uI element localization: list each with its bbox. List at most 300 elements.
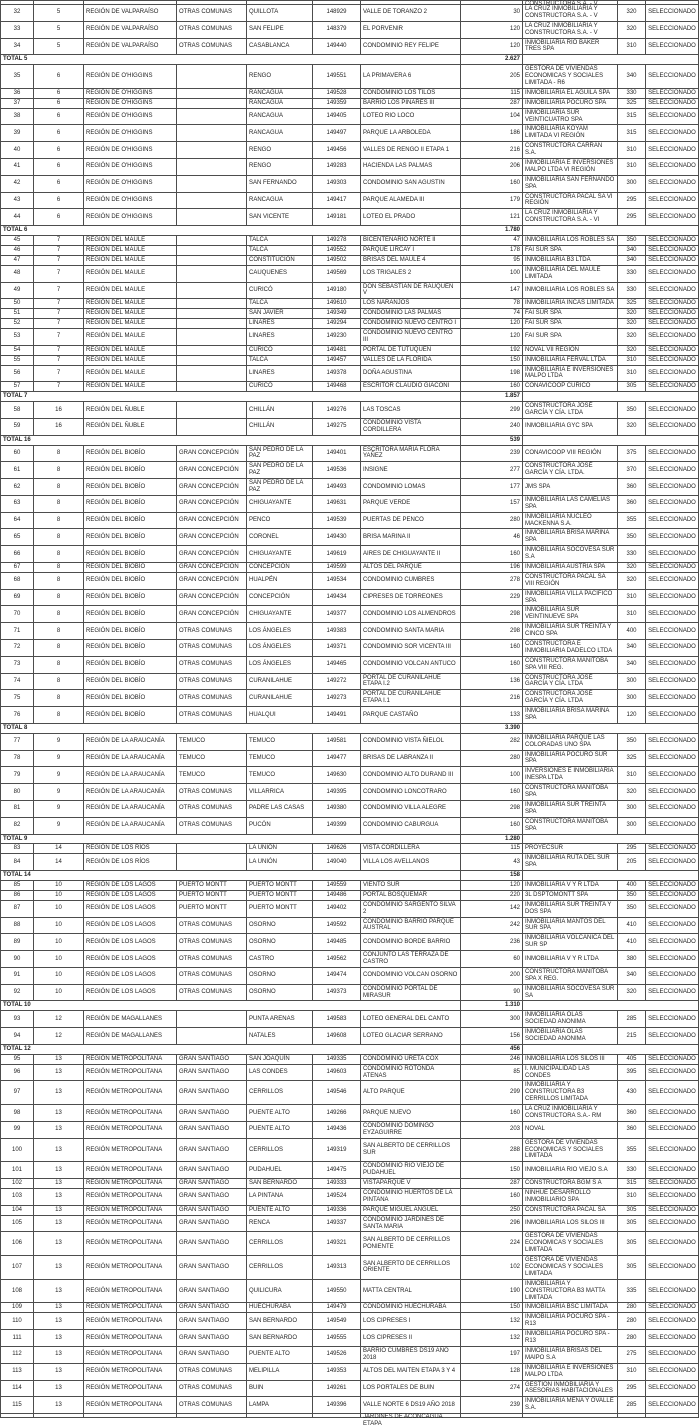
cell-text: 149402: [326, 905, 347, 912]
cell-text: GRAN SANTIAGO: [179, 1220, 230, 1227]
table-row: [1, 98, 699, 108]
cell-company: [523, 236, 618, 246]
total-empty-cell: [523, 1044, 699, 1054]
cell-text: INMOBILIARIA NUCLEO MACKENNA S.A.: [525, 513, 592, 527]
cell-company: [523, 1313, 618, 1330]
cell-region-code: [34, 606, 84, 623]
cell-zone: [177, 1205, 247, 1215]
cell-text: 84: [13, 858, 21, 865]
cell-text: REGIÓN DEL BIOBÍO: [86, 711, 146, 718]
table-row: [1, 245, 699, 255]
cell-text: 149395: [326, 788, 347, 795]
cell-text: TALCA: [249, 300, 268, 307]
cell-text: PARQUE MIGUEL ANGUEL: [363, 1206, 439, 1213]
cell-units: [461, 1256, 523, 1280]
cell-row-number: [1, 817, 34, 834]
cell-units: [461, 382, 523, 392]
cell-text: 13: [55, 1334, 62, 1341]
cell-project-code: [313, 142, 361, 159]
cell-project-code: [313, 328, 361, 345]
cell-text: CONDOMINIO SARGENTO SILVA 2: [363, 901, 456, 915]
cell-units: [461, 1081, 523, 1105]
cell-status: [646, 563, 699, 573]
cell-text: 7: [56, 369, 61, 376]
cell-text: GRAN SANTIAGO: [179, 1089, 230, 1096]
cell-text: 104: [11, 1206, 22, 1213]
cell-status: [646, 546, 699, 563]
cell-amount: [618, 319, 646, 329]
cell-text: REGIÓN DE O'HIGGINS: [86, 146, 153, 153]
cell-zone: [177, 175, 247, 192]
cell-text: 37: [13, 99, 21, 106]
total-empty-cell: [523, 392, 699, 402]
cell-project-name: [361, 1105, 461, 1122]
cell-text: PUERTO MONTT: [249, 905, 297, 912]
cell-text: 288: [509, 1146, 520, 1153]
cell-text: REGIÓN DE O'HIGGINS: [86, 89, 153, 96]
cell-text: 7: [56, 237, 61, 244]
cell-zone: [177, 750, 247, 767]
cell-text: 160: [509, 550, 520, 557]
cell-text: SELECCIONADO: [648, 333, 696, 340]
cell-text: NOVAL VII REGIÓN: [525, 346, 580, 353]
total-label: TOTAL 16: [1, 435, 461, 445]
table-row: [1, 1346, 699, 1363]
cell-region-code: [34, 175, 84, 192]
cell-project-name: [361, 265, 461, 282]
cell-zone: [177, 589, 247, 606]
cell-text: NATALES: [249, 1032, 276, 1039]
cell-text: SELECCIONADO: [648, 73, 696, 80]
cell-region-name: [84, 5, 177, 22]
cell-region-code: [34, 1256, 84, 1280]
cell-row-number: [1, 319, 34, 329]
cell-text: GRAN SANTIAGO: [179, 1193, 230, 1200]
cell-text: CASABLANCA: [249, 43, 290, 49]
cell-text: 250: [509, 1206, 520, 1213]
cell-text: 149485: [326, 938, 347, 945]
cell-text: 149378: [326, 369, 347, 376]
cell-units: [461, 245, 523, 255]
cell-project-code: [313, 1011, 361, 1028]
cell-status: [646, 142, 699, 159]
cell-text: CONSTRUCTORA MANITOBA SPA: [525, 785, 608, 799]
cell-region-code: [34, 418, 84, 435]
cell-region-code: [34, 967, 84, 984]
cell-text: 287: [509, 1180, 520, 1187]
cell-text: 91: [13, 972, 21, 979]
cell-project-code: [313, 1179, 361, 1189]
cell-text: 295: [626, 197, 637, 204]
cell-text: ALTOS DEL PARQUE: [363, 564, 422, 570]
table-row: [1, 767, 699, 784]
cell-zone: [177, 418, 247, 435]
cell-project-code: [313, 1081, 361, 1105]
cell-project-code: [313, 125, 361, 142]
cell-status: [646, 98, 699, 108]
cell-text: 149528: [326, 89, 347, 96]
cell-text: GRAN SANTIAGO: [179, 1304, 230, 1311]
cell-region-name: [84, 88, 177, 98]
cell-row-number: [1, 690, 34, 707]
cell-units: [461, 1363, 523, 1380]
cell-project-code: [313, 418, 361, 435]
cell-text: REGIÓN METROPOLITANA: [86, 1368, 163, 1375]
cell-text: 61: [13, 466, 21, 473]
cell-zone: [177, 1256, 247, 1280]
cell-company: [523, 900, 618, 917]
cell-text: 160: [509, 180, 520, 187]
cell-text: SELECCIONADO: [648, 300, 696, 307]
cell-region-code: [34, 445, 84, 462]
cell-company: [523, 1346, 618, 1363]
cell-units: [461, 984, 523, 1001]
cell-commune: [247, 1138, 313, 1162]
cell-text: CONAVICOOP VIII REGIÓN: [525, 449, 602, 456]
cell-zone: [177, 236, 247, 246]
total-row: [1, 226, 699, 236]
cell-text: CHILLÁN: [249, 423, 275, 430]
cell-text: GESTORA DE VIVIENDAS ECONOMICAS Y SOCIALES LIMITADA: [525, 1233, 604, 1254]
cell-region-code: [34, 1303, 84, 1313]
cell-text: VIENTO SUR: [363, 881, 400, 888]
total-units-value: 3.390: [461, 723, 523, 733]
cell-text: 12: [55, 1032, 62, 1039]
cell-zone: [177, 529, 247, 546]
cell-project-code: [313, 854, 361, 871]
cell-text: PARQUE CASTAÑO: [363, 711, 419, 718]
cell-project-name: [361, 479, 461, 496]
cell-zone: [177, 673, 247, 690]
cell-text: 149434: [326, 594, 347, 601]
cell-text: 75: [13, 694, 21, 701]
cell-text: CIPRESES DE TORREONES: [363, 594, 443, 601]
cell-text: 350: [626, 905, 637, 912]
cell-text: LA CRUZ INMOBILIARIA Y CONSTRUCTORA S.A. - VI: [525, 210, 600, 224]
cell-text: CONSTRUCTORA JOSÉ GARCÍA Y CÍA. LTDA: [525, 403, 593, 416]
cell-row-number: [1, 1054, 34, 1064]
cell-project-code: [313, 1215, 361, 1232]
cell-zone: [177, 479, 247, 496]
cell-text: REGIÓN DEL BIOBÍO: [86, 644, 146, 651]
total-row: [1, 834, 699, 844]
cell-text: 282: [509, 738, 520, 745]
cell-project-code: [313, 108, 361, 125]
cell-units: [461, 890, 523, 900]
cell-text: 120: [509, 26, 520, 33]
cell-region-name: [84, 529, 177, 546]
cell-commune: [247, 854, 313, 871]
cell-text: 147: [509, 286, 520, 293]
cell-units: [461, 1380, 523, 1397]
cell-text: 102: [509, 1264, 520, 1271]
cell-amount: [618, 355, 646, 365]
cell-company: [523, 1028, 618, 1045]
cell-text: SELECCIONADO: [648, 1368, 696, 1375]
cell-text: 315: [626, 129, 637, 136]
cell-company: [523, 125, 618, 142]
cell-project-name: [361, 589, 461, 606]
cell-text: SELECCIONADO: [648, 1206, 696, 1213]
cell-project-code: [313, 21, 361, 38]
cell-text: REGIÓN DE VALPARAÍSO: [86, 9, 159, 16]
table-row: [1, 563, 699, 573]
cell-text: 405: [626, 1055, 637, 1062]
cell-amount: [618, 546, 646, 563]
cell-text: 6: [56, 146, 61, 153]
cell-text: 300: [626, 180, 637, 187]
cell-text: 13: [55, 1146, 62, 1153]
table-row: [1, 299, 699, 309]
cell-text: SELECCIONADO: [648, 678, 696, 685]
cell-text: REGIÓN DE LOS LAGOS: [86, 938, 156, 945]
cell-text: VALLES DE LA FLORIDA: [363, 356, 432, 363]
cell-row-number: [1, 984, 34, 1001]
cell-project-name: [361, 673, 461, 690]
cell-text: CONDOMINIO LOS ALMENDROS: [363, 610, 456, 617]
cell-amount: [618, 445, 646, 462]
cell-commune: [247, 319, 313, 329]
cell-text: GRAN SANTIAGO: [179, 1146, 230, 1153]
cell-company: [523, 880, 618, 890]
table-row: [1, 345, 699, 355]
cell-commune: [247, 159, 313, 176]
cell-region-code: [34, 245, 84, 255]
cell-project-name: [361, 309, 461, 319]
cell-project-code: [313, 402, 361, 419]
cell-text: 7: [56, 246, 61, 253]
cell-text: [525, 1414, 615, 1417]
cell-zone: [177, 1215, 247, 1232]
cell-text: SELECCIONADO: [648, 1126, 696, 1133]
cell-region-code: [34, 529, 84, 546]
cell-text: 46: [513, 533, 520, 540]
cell-region-name: [84, 1121, 177, 1138]
table-row: [1, 1232, 699, 1256]
cell-text: INMOBILIARIA FERVAL LTDA: [525, 356, 606, 363]
cell-text: REGIÓN DEL BIOBÍO: [86, 564, 146, 570]
cell-text: 160: [509, 1109, 520, 1116]
cell-text: PUERTO MONTT: [179, 891, 227, 898]
cell-text: 7: [56, 310, 61, 317]
cell-text: REGIÓN DE LOS RÍOS: [86, 845, 150, 852]
cell-text: 7: [56, 256, 61, 263]
cell-text: 41: [13, 163, 21, 170]
cell-text: REGIÓN DE MAGALLANES: [86, 1032, 163, 1039]
cell-region-code: [34, 38, 84, 55]
cell-project-code: [313, 1313, 361, 1330]
total-label: TOTAL 9: [1, 834, 461, 844]
cell-project-name: [361, 951, 461, 968]
cell-text: 13: [55, 1287, 62, 1294]
cell-units: [461, 1011, 523, 1028]
cell-region-code: [34, 563, 84, 573]
cell-text: REGIÓN DEL BIOBÍO: [86, 517, 146, 524]
cell-company: [523, 142, 618, 159]
cell-row-number: [1, 479, 34, 496]
cell-text: 295: [626, 213, 637, 220]
cell-text: OTRAS COMUNAS: [179, 805, 233, 812]
cell-zone: [177, 1279, 247, 1303]
cell-units: [461, 673, 523, 690]
cell-row-number: [1, 1232, 34, 1256]
cell-commune: [247, 967, 313, 984]
cell-text: REGIÓN METROPOLITANA: [86, 1166, 163, 1173]
cell-project-code: [313, 236, 361, 246]
cell-text: PARQUE VERDE: [363, 500, 411, 507]
cell-row-number: [1, 640, 34, 657]
cell-project-name: [361, 900, 461, 917]
cell-project-code: [313, 1279, 361, 1303]
cell-region-code: [34, 1054, 84, 1064]
cell-project-code: [313, 623, 361, 640]
cell-commune: [247, 88, 313, 98]
cell-text: REGIÓN METROPOLITANA: [86, 1055, 163, 1062]
cell-text: 300: [626, 805, 637, 812]
cell-amount: [618, 784, 646, 801]
cell-region-name: [84, 817, 177, 834]
cell-text: 203: [509, 1126, 520, 1133]
cell-project-code: [313, 265, 361, 282]
cell-status: [646, 255, 699, 265]
cell-project-code: [313, 572, 361, 589]
cell-text: PORTAL DE TUTUQUEN: [363, 346, 432, 353]
cell-units: [461, 1215, 523, 1232]
cell-text: 39: [13, 129, 21, 136]
cell-text: GRAN CONCEPCIÓN: [179, 577, 239, 584]
cell-text: GRAN CONCEPCIÓN: [179, 610, 239, 617]
cell-text: CHIGUAYANTE: [249, 500, 292, 507]
cell-project-name: [361, 784, 461, 801]
cell-project-code: [313, 98, 361, 108]
cell-text: SAN FERNANDO: [249, 180, 297, 187]
total-empty-cell: [523, 226, 699, 236]
cell-text: 300: [509, 1015, 520, 1022]
cell-text: 325: [626, 300, 637, 307]
cell-text: 150: [509, 1304, 520, 1311]
cell-text: SELECCIONADO: [648, 627, 696, 634]
cell-status: [646, 673, 699, 690]
table-row: [1, 1081, 699, 1105]
cell-text: 133: [509, 711, 520, 718]
cell-text: 149626: [326, 845, 347, 852]
cell-text: CONSTRUCTORA E INMOBILIARIA DADELCO LTDA: [525, 641, 613, 654]
cell-status: [646, 900, 699, 917]
cell-project-code: [313, 88, 361, 98]
table-row: [1, 1380, 699, 1397]
cell-text: 325: [626, 99, 637, 106]
cell-text: CONDOMINIO BORDE BARRIO: [363, 938, 451, 945]
cell-project-name: [361, 1205, 461, 1215]
cell-text: 149599: [326, 564, 347, 570]
cell-text: SELECCIONADO: [648, 610, 696, 617]
cell-text: 149493: [326, 483, 347, 490]
cell-region-code: [34, 1064, 84, 1081]
cell-company: [523, 917, 618, 934]
table-row: [1, 382, 699, 392]
cell-text: 149551: [326, 73, 347, 80]
cell-amount: [618, 934, 646, 951]
cell-row-number: [1, 345, 34, 355]
cell-status: [646, 1232, 699, 1256]
cell-text: 7: [56, 320, 61, 327]
cell-text: 149475: [326, 1166, 347, 1173]
cell-region-code: [34, 1138, 84, 1162]
cell-row-number: [1, 1138, 34, 1162]
cell-company: [523, 1011, 618, 1028]
cell-text: 236: [509, 938, 520, 945]
table-row: [1, 255, 699, 265]
cell-status: [646, 1363, 699, 1380]
cell-text: INMOBILIARIA AUSTRIA SPA: [525, 564, 606, 570]
cell-project-name: [361, 1414, 461, 1427]
cell-text: OTRAS COMUNAS: [179, 694, 233, 701]
cell-commune: [247, 142, 313, 159]
cell-region-name: [84, 1179, 177, 1189]
cell-commune: [247, 512, 313, 529]
cell-company: [523, 1189, 618, 1206]
cell-text: SELECCIONADO: [648, 1220, 696, 1227]
cell-region-name: [84, 1011, 177, 1028]
cell-text: REGIÓN DEL BIOBÍO: [86, 500, 146, 507]
cell-commune: [247, 984, 313, 1001]
cell-units: [461, 328, 523, 345]
cell-units: [461, 589, 523, 606]
cell-text: GRAN CONCEPCIÓN: [179, 517, 239, 524]
cell-project-code: [313, 1256, 361, 1280]
cell-text: REGIÓN METROPOLITANA: [86, 1317, 163, 1324]
cell-zone: [177, 817, 247, 834]
cell-text: 110: [12, 1317, 22, 1324]
cell-text: 149417: [326, 197, 347, 204]
cell-text: SELECCIONADO: [648, 1351, 696, 1358]
cell-text: 149546: [326, 1089, 347, 1096]
cell-region-name: [84, 900, 177, 917]
cell-project-name: [361, 1215, 461, 1232]
cell-project-code: [313, 967, 361, 984]
cell-text: CONSTRUCTORA PACAL SA: [525, 1206, 606, 1213]
cell-project-code: [313, 529, 361, 546]
table-row: [1, 142, 699, 159]
cell-status: [646, 1162, 699, 1179]
cell-text: 81: [13, 805, 21, 812]
cell-project-code: [313, 673, 361, 690]
cell-zone: [177, 355, 247, 365]
cell-text: 224: [509, 1240, 520, 1247]
cell-row-number: [1, 951, 34, 968]
cell-text: SELECCIONADO: [648, 594, 696, 601]
cell-text: 7: [56, 356, 61, 363]
cell-text: 149313: [326, 1264, 347, 1271]
cell-commune: [247, 1179, 313, 1189]
cell-zone: [177, 640, 247, 657]
table-body: [1, 1, 699, 1427]
cell-text: SELECCIONADO: [648, 1240, 696, 1247]
cell-status: [646, 282, 699, 299]
cell-text: REGIÓN METROPOLITANA: [86, 1126, 163, 1133]
cell-zone: [177, 800, 247, 817]
cell-project-name: [361, 5, 461, 22]
cell-company: [523, 844, 618, 854]
cell-status: [646, 1397, 699, 1414]
cell-company: [523, 623, 618, 640]
cell-company: [523, 265, 618, 282]
cell-status: [646, 967, 699, 984]
cell-text: REGIÓN DEL BIOBÍO: [86, 678, 146, 685]
cell-text: PUCÓN: [249, 822, 271, 829]
cell-project-code: [313, 175, 361, 192]
cell-text: INMOBILIARIA LOS SILOS III: [525, 1055, 605, 1062]
